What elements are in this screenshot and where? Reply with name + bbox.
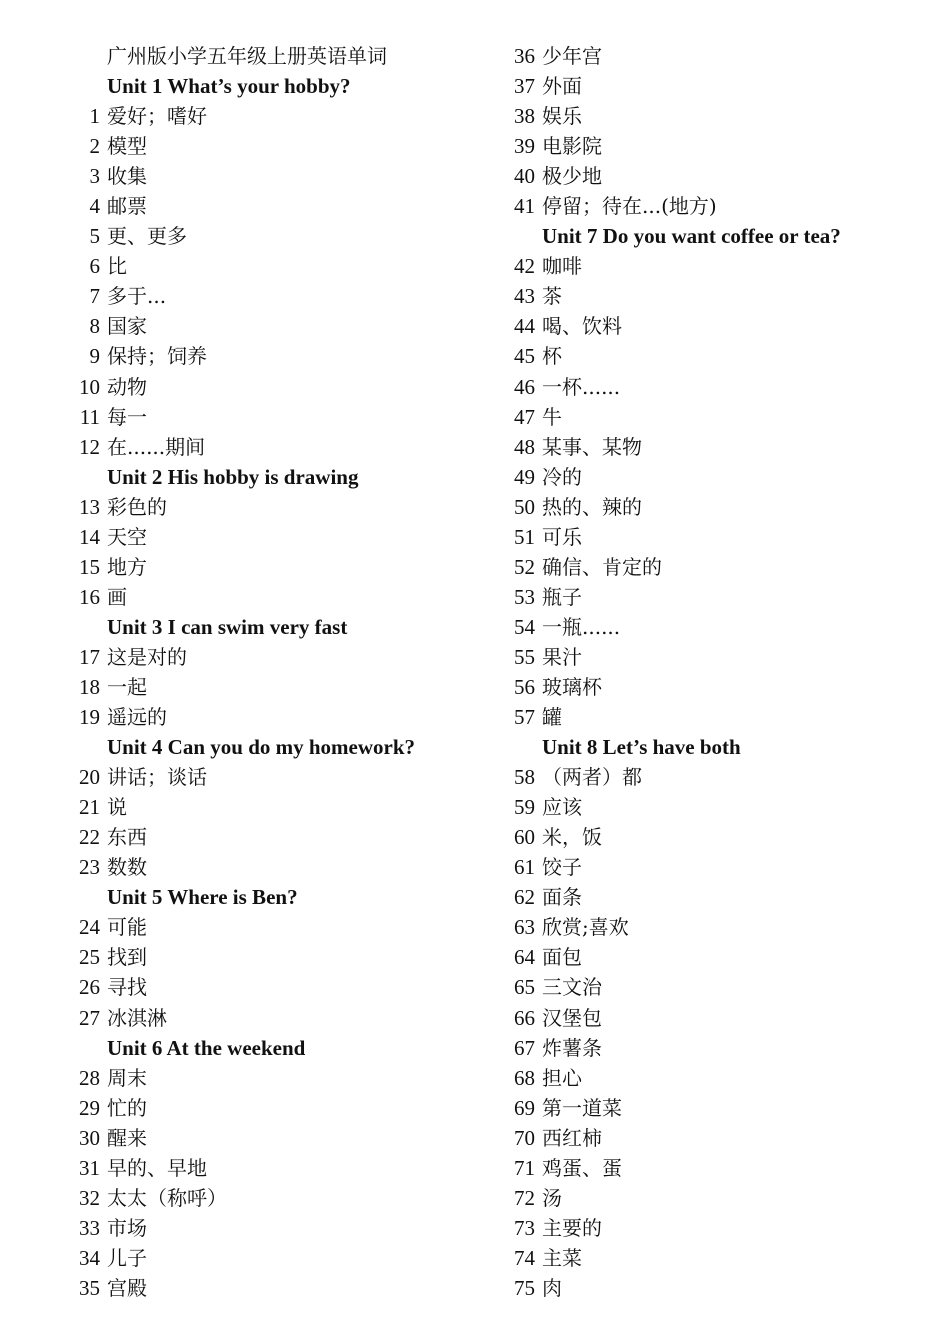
left-column [62, 41, 482, 1303]
vocab-entry [497, 311, 937, 341]
vocab-entry [497, 762, 937, 792]
entry-number: 38 [514, 104, 535, 129]
entry-meaning: 儿子 [107, 1245, 147, 1270]
unit-heading: Unit 3 I can swim very fast [107, 614, 348, 639]
entry-number: 35 [79, 1275, 100, 1300]
entry-number: 66 [514, 1005, 535, 1030]
entry-meaning: 罐 [542, 705, 562, 730]
entry-number: 72 [514, 1185, 535, 1210]
entry-number: 57 [514, 705, 535, 730]
entry-number: 73 [514, 1215, 535, 1240]
vocab-entry [497, 972, 937, 1002]
vocab-entry [62, 852, 482, 882]
vocab-entry [497, 582, 937, 612]
entry-number: 45 [514, 344, 535, 369]
entry-number: 27 [79, 1005, 100, 1030]
entry-meaning: 太太（称呼） [107, 1185, 227, 1210]
entry-meaning: 面条 [542, 885, 582, 910]
entry-number: 58 [514, 765, 535, 790]
entry-meaning: 可能 [107, 915, 147, 940]
vocab-entry [497, 432, 937, 462]
entry-number: 40 [514, 164, 535, 189]
vocab-entry [497, 41, 937, 71]
vocab-entry [497, 372, 937, 402]
vocab-entry [62, 1093, 482, 1123]
entry-number: 36 [514, 44, 535, 68]
entry-number: 4 [89, 194, 100, 219]
entry-number: 65 [514, 975, 535, 1000]
entry-number: 51 [514, 524, 535, 549]
entry-number: 7 [89, 284, 100, 309]
entry-meaning: 欣赏;喜欢 [542, 915, 629, 940]
entry-number: 48 [514, 434, 535, 459]
vocab-entry [497, 1033, 937, 1063]
vocab-entry [62, 1243, 482, 1273]
entry-meaning: 这是对的 [107, 644, 187, 669]
entry-number: 15 [79, 554, 100, 579]
vocab-entry [62, 1213, 482, 1243]
entry-meaning: 市场 [107, 1215, 147, 1240]
entry-meaning: 保持；饲养 [107, 344, 207, 369]
vocab-entry [62, 101, 482, 131]
vocab-entry [62, 762, 482, 792]
entry-number: 18 [79, 674, 100, 699]
vocab-entry [497, 1123, 937, 1153]
entry-meaning: 冰淇淋 [107, 1005, 167, 1030]
entry-number: 6 [89, 254, 100, 279]
entry-number: 74 [514, 1245, 535, 1270]
entry-number: 13 [79, 494, 100, 519]
entry-number: 67 [514, 1035, 535, 1060]
entry-meaning: 宫殿 [107, 1275, 147, 1300]
entry-meaning: 主要的 [542, 1215, 602, 1240]
vocab-entry [62, 552, 482, 582]
unit-heading: Unit 2 His hobby is drawing [107, 464, 359, 489]
vocab-entry [497, 462, 937, 492]
vocab-entry [497, 1063, 937, 1093]
entry-number: 61 [514, 855, 535, 880]
entry-number: 32 [79, 1185, 100, 1210]
entry-number: 64 [514, 945, 535, 970]
vocab-entry [62, 492, 482, 522]
vocab-entry [497, 131, 937, 161]
vocab-entry [62, 1183, 482, 1213]
vocab-entry [62, 341, 482, 371]
entry-number: 69 [514, 1095, 535, 1120]
entry-number: 59 [514, 795, 535, 820]
entry-number: 17 [79, 644, 100, 669]
entry-number: 23 [79, 855, 100, 880]
entry-number: 21 [79, 795, 100, 820]
vocab-entry [497, 191, 937, 221]
entry-number: 63 [514, 915, 535, 940]
entry-number: 2 [89, 134, 100, 159]
vocab-entry [497, 71, 937, 101]
vocab-entry [497, 882, 937, 912]
entry-meaning: 早的、早地 [107, 1155, 207, 1180]
entry-meaning: 地方 [107, 554, 147, 579]
vocab-entry [62, 221, 482, 251]
vocab-entry [62, 1123, 482, 1153]
entry-meaning: 米，饭 [542, 825, 602, 850]
entry-number: 52 [514, 554, 535, 579]
entry-number: 9 [89, 344, 100, 369]
entry-number: 54 [514, 614, 535, 639]
entry-number: 43 [514, 284, 535, 309]
entry-number: 19 [79, 705, 100, 730]
vocab-entry [497, 822, 937, 852]
entry-meaning: 西红柿 [542, 1125, 602, 1150]
entry-meaning: 娱乐 [542, 104, 582, 129]
vocab-entry [497, 281, 937, 311]
entry-number: 41 [514, 194, 535, 219]
entry-number: 71 [514, 1155, 535, 1180]
vocab-entry [497, 251, 937, 281]
unit-heading: Unit 5 Where is Ben? [107, 885, 298, 910]
entry-meaning: 炸薯条 [542, 1035, 602, 1060]
vocab-entry [62, 582, 482, 612]
vocab-entry [497, 942, 937, 972]
entry-meaning: 画 [107, 584, 127, 609]
entry-number: 29 [79, 1095, 100, 1120]
entry-meaning: 少年宫 [542, 44, 602, 68]
entry-meaning: 冷的 [542, 464, 582, 489]
entry-meaning: 更、更多 [107, 224, 187, 249]
vocab-entry [497, 792, 937, 822]
vocab-entry [62, 1003, 482, 1033]
vocab-entry [62, 161, 482, 191]
unit-heading: Unit 6 At the weekend [107, 1035, 306, 1060]
page-title: 广州版小学五年级上册英语单词 [107, 44, 387, 68]
unit-heading: Unit 1 What’s your hobby? [107, 74, 351, 99]
entry-number: 24 [79, 915, 100, 940]
entry-meaning: 彩色的 [107, 494, 167, 519]
entry-number: 70 [514, 1125, 535, 1150]
entry-number: 68 [514, 1065, 535, 1090]
vocab-entry [62, 972, 482, 1002]
entry-number: 33 [79, 1215, 100, 1240]
vocab-entry [497, 702, 937, 732]
entry-meaning: 某事、某物 [542, 434, 642, 459]
vocab-entry [62, 131, 482, 161]
entry-number: 42 [514, 254, 535, 279]
entry-number: 22 [79, 825, 100, 850]
vocab-entry [62, 792, 482, 822]
vocab-entry [497, 402, 937, 432]
entry-meaning: 第一道菜 [542, 1095, 622, 1120]
entry-meaning: 收集 [107, 164, 147, 189]
entry-meaning: 每一 [107, 404, 147, 429]
entry-meaning: 外面 [542, 74, 582, 99]
entry-number: 3 [89, 164, 100, 189]
entry-meaning: 玻璃杯 [542, 674, 602, 699]
entry-number: 37 [514, 74, 535, 99]
entry-meaning: 比 [107, 254, 127, 279]
vocab-entry [497, 552, 937, 582]
entry-meaning: 瓶子 [542, 584, 582, 609]
entry-meaning: 汉堡包 [542, 1005, 602, 1030]
entry-number: 44 [514, 314, 535, 339]
vocab-entry [62, 1153, 482, 1183]
entry-number: 34 [79, 1245, 100, 1270]
vocab-entry [497, 161, 937, 191]
vocab-entry [497, 522, 937, 552]
vocab-entry [497, 1183, 937, 1213]
entry-number: 30 [79, 1125, 100, 1150]
entry-meaning: 极少地 [542, 164, 602, 189]
entry-meaning: 果汁 [542, 644, 582, 669]
entry-meaning: 寻找 [107, 975, 147, 1000]
vocab-entry [62, 311, 482, 341]
entry-meaning: 周末 [107, 1065, 147, 1090]
entry-meaning: 可乐 [542, 524, 582, 549]
entry-meaning: 一瓶...... [542, 614, 621, 639]
entry-meaning: 确信、肯定的 [542, 554, 662, 579]
entry-meaning: 肉 [542, 1275, 562, 1300]
entry-meaning: 应该 [542, 795, 582, 820]
vocab-entry [62, 191, 482, 221]
vocab-entry [62, 372, 482, 402]
entry-meaning: 爱好；嗜好 [107, 104, 207, 129]
entry-number: 31 [79, 1155, 100, 1180]
vocab-entry [62, 642, 482, 672]
entry-meaning: 东西 [107, 825, 147, 850]
entry-number: 47 [514, 404, 535, 429]
vocab-entry [497, 912, 937, 942]
entry-meaning: 汤 [542, 1185, 562, 1210]
vocab-entry [62, 702, 482, 732]
vocab-entry [62, 1063, 482, 1093]
entry-meaning: 饺子 [542, 855, 582, 880]
vocab-entry [497, 1213, 937, 1243]
entry-meaning: 模型 [107, 134, 147, 159]
vocab-entry [497, 1003, 937, 1033]
entry-number: 20 [79, 765, 100, 790]
entry-meaning: 热的、辣的 [542, 494, 642, 519]
vocab-entry [62, 942, 482, 972]
unit-heading: Unit 8 Let’s have both [542, 735, 741, 760]
entry-meaning: 在......期间 [107, 434, 206, 459]
vocab-entry [497, 642, 937, 672]
vocab-entry [62, 1273, 482, 1303]
entry-meaning: 茶 [542, 284, 562, 309]
vocab-entry [62, 822, 482, 852]
entry-meaning: 说 [107, 795, 127, 820]
entry-number: 25 [79, 945, 100, 970]
vocab-entry [62, 912, 482, 942]
entry-number: 14 [79, 524, 100, 549]
vocab-entry [62, 672, 482, 702]
entry-number: 11 [79, 404, 100, 429]
entry-meaning: 醒来 [107, 1125, 147, 1150]
vocab-entry [497, 672, 937, 702]
entry-meaning: 面包 [542, 945, 582, 970]
vocab-entry [62, 402, 482, 432]
entry-meaning: 天空 [107, 524, 147, 549]
entry-number: 60 [514, 825, 535, 850]
unit-heading: Unit 4 Can you do my homework? [107, 735, 416, 760]
entry-number: 56 [514, 674, 535, 699]
vocab-entry [497, 1273, 937, 1303]
entry-meaning: 数数 [107, 855, 147, 880]
entry-number: 49 [514, 464, 535, 489]
vocab-entry [497, 341, 937, 371]
entry-meaning: 喝、饮料 [542, 314, 622, 339]
vocab-entry [62, 251, 482, 281]
entry-meaning: 多于... [107, 284, 167, 309]
entry-number: 28 [79, 1065, 100, 1090]
entry-meaning: 三文治 [542, 975, 602, 1000]
entry-number: 5 [89, 224, 100, 249]
entry-meaning: 国家 [107, 314, 147, 339]
entry-meaning: 遥远的 [107, 705, 167, 730]
entry-meaning: 找到 [107, 945, 147, 970]
entry-meaning: （两者）都 [542, 765, 642, 790]
entry-meaning: 电影院 [542, 134, 602, 159]
vocab-entry [497, 492, 937, 522]
entry-number: 12 [79, 434, 100, 459]
entry-meaning: 讲话；谈话 [107, 765, 207, 790]
unit-heading: Unit 7 Do you want coffee or tea? [542, 224, 841, 249]
entry-number: 46 [514, 374, 535, 399]
entry-meaning: 停留；待在...(地方) [542, 194, 717, 219]
entry-number: 8 [89, 314, 100, 339]
entry-meaning: 鸡蛋、蛋 [542, 1155, 622, 1180]
entry-meaning: 牛 [542, 404, 562, 429]
entry-meaning: 一起 [107, 674, 147, 699]
entry-number: 16 [79, 584, 100, 609]
entry-number: 75 [514, 1275, 535, 1300]
entry-number: 50 [514, 494, 535, 519]
vocab-entry [497, 1153, 937, 1183]
entry-number: 55 [514, 644, 535, 669]
vocab-entry [497, 612, 937, 642]
entry-number: 62 [514, 885, 535, 910]
vocab-entry [497, 101, 937, 131]
entry-number: 53 [514, 584, 535, 609]
entry-meaning: 主菜 [542, 1245, 582, 1270]
entry-meaning: 一杯...... [542, 374, 621, 399]
entry-number: 39 [514, 134, 535, 159]
vocab-entry [62, 432, 482, 462]
vocab-entry [62, 281, 482, 311]
vocab-entry [497, 1093, 937, 1123]
entry-meaning: 杯 [542, 344, 562, 369]
vocab-entry [62, 522, 482, 552]
entry-meaning: 忙的 [107, 1095, 147, 1120]
vocab-entry [497, 852, 937, 882]
entry-meaning: 邮票 [107, 194, 147, 219]
entry-number: 26 [79, 975, 100, 1000]
right-column [497, 41, 937, 1303]
entry-meaning: 咖啡 [542, 254, 582, 279]
entry-number: 1 [89, 104, 100, 129]
entry-meaning: 动物 [107, 374, 147, 399]
entry-meaning: 担心 [542, 1065, 582, 1090]
vocab-entry [497, 1243, 937, 1273]
entry-number: 10 [79, 374, 100, 399]
